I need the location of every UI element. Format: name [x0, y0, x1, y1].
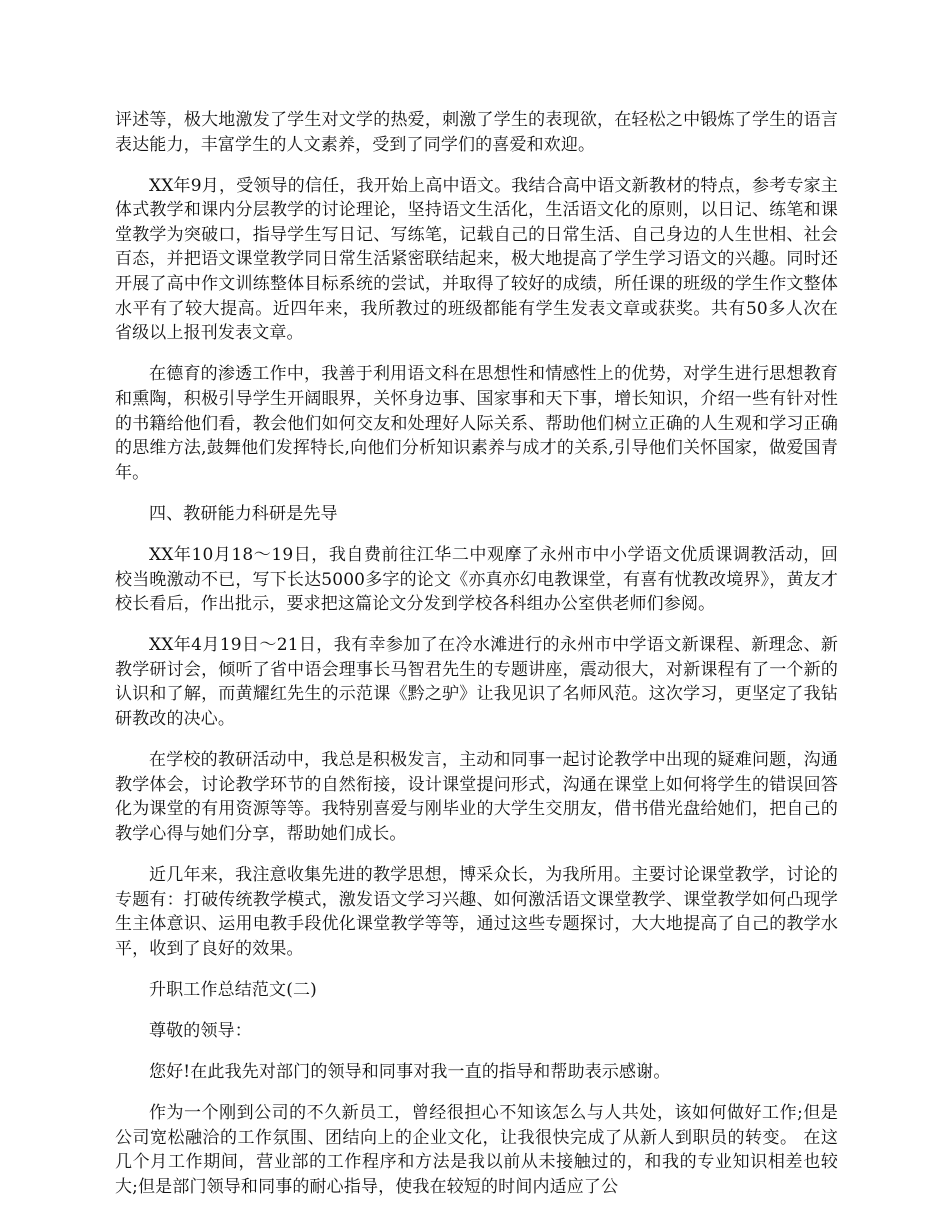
paragraph-1: 评述等，极大地激发了学生对文学的热爱，刺激了学生的表现欲，在轻松之中锻炼了学生的语言表达能力，丰富学生的人文素养，受到了同学们的喜爱和欢迎。 [115, 110, 838, 155]
paragraph-8: 近几年来，我注意收集先进的教学思想，博采众长，为我所用。主要讨论课堂教学，讨论的专题有：打破传统教学模式，激发语文学习兴趣、如何激活语文课堂教学、课堂教学如何凸现学生主体意识、运用电教手段优化课堂教学等等，通过这些专题探讨，大大地提高了自己的教学水平，收到了良好的效果。 [115, 864, 838, 959]
greeting-paragraph: 您好!在此我先对部门的领导和同事对我一直的指导和帮助表示感谢。 [149, 1062, 671, 1082]
paragraph-12: 作为一个刚到公司的不久新员工，曾经很担心不知该怎么与人共处，该如何做好工作;但是公司宽松融洽的工作氛围、团结向上的企业文化，让我很快完成了从新人到职员的转变。 在这几个月工作期间，营业部的工作程序和方法是我以前从未接触过的，和我的专业知识相差也较大;但是部门领导和同事的耐心指导，使我在较短的时间内适应了公 [115, 1103, 838, 1197]
paragraph-5: XX年10月18～19日，我自费前往江华二中观摩了永州市中小学语文优质课调教活动，回校当晚激动不已，写下长达5000多字的论文《亦真亦幻电教课堂，有喜有忧教改境界》，黄友才校长看后，作出批示，要求把这篇论文分发到学校各科组办公室供老师们参阅。 [115, 544, 838, 615]
section-heading-research: 四、教研能力科研是先导 [149, 503, 338, 524]
paragraph-6: XX年4月19日～21日，我有幸参加了在冷水滩进行的永州市中学语文新课程、新理念、新教学研讨会，倾听了省中语会理事长马智君先生的专题讲座，震动很大，对新课程有了一个新的认识和了解，而黄耀红先生的示范课《黔之驴》让我见识了名师风范。这次学习，更坚定了我钻研教改的决心。 [115, 635, 838, 729]
document-body [115, 108, 838, 1216]
paragraph-2: XX年9月，受领导的信任，我开始上高中语文。我结合高中语文新教材的特点，参考专家主体式教学和课内分层教学的讨论理论，坚持语文生活化，生活语文化的原则，以日记、练笔和课堂教学为突破口，指导学生写日记、写练笔，记载自己的日常生活、自己身边的人生世相、社会百态，并把语文课堂教学同日常生活紧密联结起来，极大地提高了学生学习语文的兴趣。同时还开展了高中作文训练整体目标系统的尝试，并取得了较好的成绩，所任课的班级的学生作文整体水平有了较大提高。近四年来，我所教过的班级都能有学生发表文章或获奖。共有50多人次在省级以上报刊发表文章。 [115, 175, 838, 344]
salutation: 尊敬的领导： [149, 1020, 252, 1041]
document-title-two: 升职工作总结范文(二) [149, 979, 317, 1000]
paragraph-7: 在学校的教研活动中，我总是积极发言，主动和同事一起讨论教学中出现的疑难问题，沟通教学体会，讨论教学环节的自然衔接，设计课堂提问形式，沟通在课堂上如何将学生的错误回答化为课堂的有用资源等等。我特别喜爱与刚毕业的大学生交朋友，借书借光盘给她们，把自己的教学心得与她们分享，帮助她们成长。 [115, 750, 838, 844]
paragraph-3: 在德育的渗透工作中，我善于利用语文科在思想性和情感性上的优势，对学生进行思想教育和熏陶，积极引导学生开阔眼界，关怀身边事、国家事和天下事，增长知识，介绍一些有针对性的书籍给他们看，教会他们如何交友和处理好人际关系、帮助他们树立正确的人生观和学习正确的思维方法,鼓舞他们发挥特长,向他们分析知识素养与成才的关系,引导他们关怀国家，做爱国青年。 [115, 364, 838, 483]
